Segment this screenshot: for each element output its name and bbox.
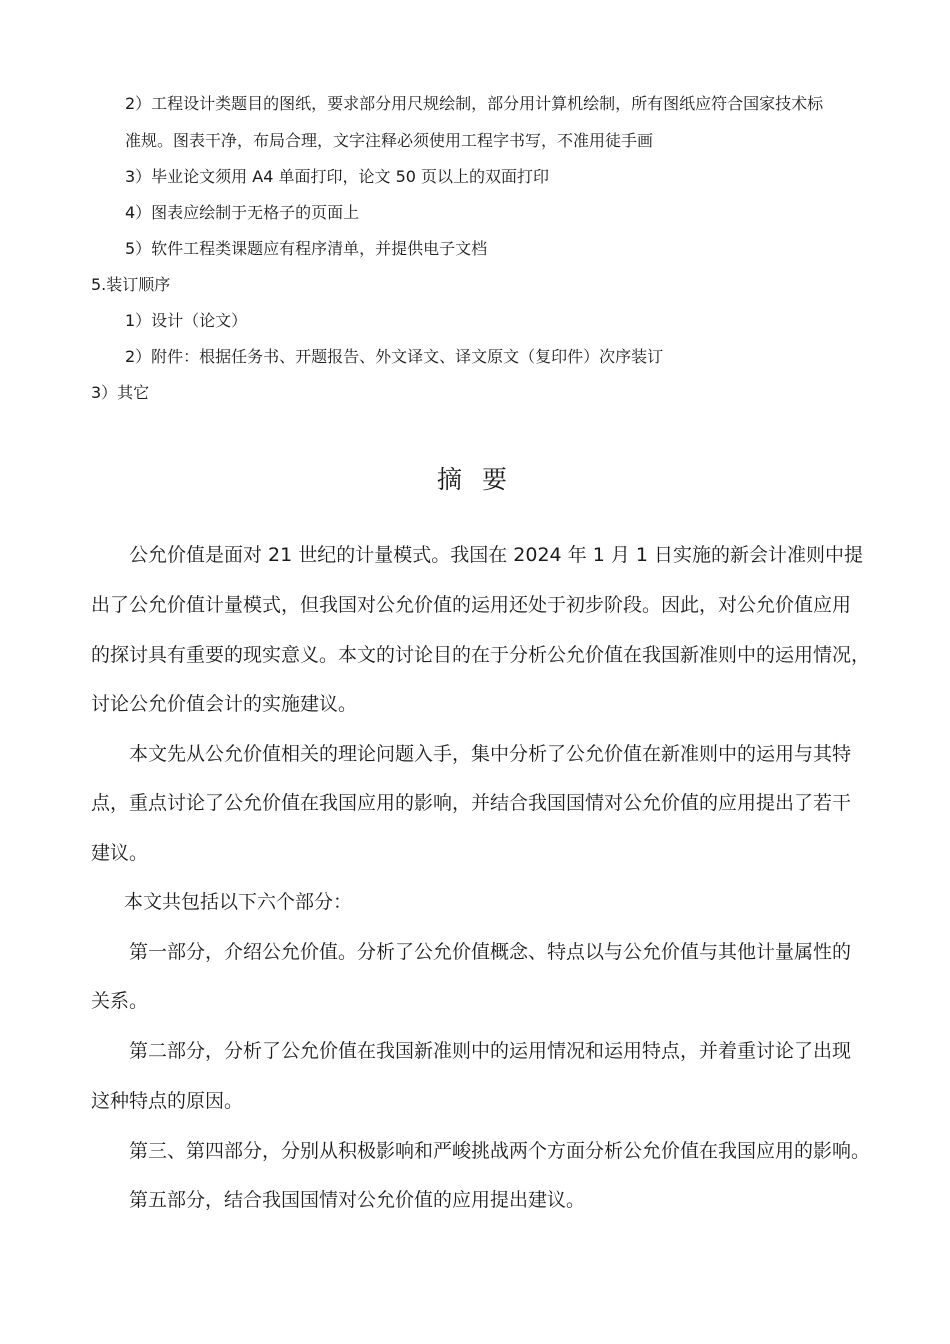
requirement-item-3: 3）毕业论文须用 A4 单面打印，论文 50 页以上的双面打印: [125, 167, 550, 186]
abstract-title: 摘 要: [437, 465, 513, 494]
abstract-paragraph-4-line-2: 关系。: [91, 990, 149, 1012]
abstract-paragraph-2-line-2: 点，重点讨论了公允价值在我国应用的影响，并结合我国国情对公允价值的应用提出了若干: [91, 792, 852, 814]
abstract-paragraph-5-line-2: 这种特点的原因。: [91, 1090, 244, 1112]
abstract-paragraph-6: 第三、第四部分，分别从积极影响和严峻挑战两个方面分析公允价值在我国应用的影响。: [129, 1140, 871, 1162]
abstract-paragraph-1-line-4: 讨论公允价值会计的实施建议。: [91, 693, 358, 715]
abstract-paragraph-1-line-1: 公允价值是面对 21 世纪的计量模式。我国在 2024 年 1 月 1 日实施的新会计准则中提: [129, 544, 864, 566]
abstract-paragraph-2-line-1: 本文先从公允价值相关的理论问题入手，集中分析了公允价值在新准则中的运用与其特: [129, 743, 852, 765]
abstract-paragraph-4-line-1: 第一部分，介绍公允价值。分析了公允价值概念、特点以与公允价值与其他计量属性的: [129, 941, 852, 963]
abstract-paragraph-7: 第五部分，结合我国国情对公允价值的应用提出建议。: [129, 1189, 586, 1211]
requirement-item-5: 5）软件工程类课题应有程序清单，并提供电子文档: [125, 239, 488, 258]
binding-order-item-2: 2）附件：根据任务书、开题报告、外文译文、译文原文（复印件）次序装订: [125, 347, 664, 366]
requirement-item-2-line-1: 2）工程设计类题目的图纸，要求部分用尺规绘制，部分用计算机绘制，所有图纸应符合国家技术标: [125, 94, 824, 113]
binding-order-item-1: 1）设计（论文）: [125, 311, 248, 330]
binding-order-item-3: 3）其它: [91, 383, 150, 402]
requirement-item-4: 4）图表应绘制于无格子的页面上: [125, 203, 360, 222]
binding-order-heading: 5.装订顺序: [91, 275, 171, 294]
abstract-paragraph-5-line-1: 第二部分，分析了公允价值在我国新准则中的运用情况和运用特点，并着重讨论了出现: [129, 1040, 852, 1062]
requirement-item-2-line-2: 准规。图表干净，布局合理，文字注释必须使用工程字书写，不准用徒手画: [125, 131, 654, 150]
abstract-paragraph-1-line-2: 出了公允价值计量模式，但我国对公允价值的运用还处于初步阶段。因此，对公允价值应用: [91, 594, 852, 616]
abstract-paragraph-3: 本文共包括以下六个部分：: [124, 891, 353, 913]
abstract-paragraph-2-line-3: 建议。: [91, 842, 149, 864]
abstract-paragraph-1-line-3: 的探讨具有重要的现实意义。本文的讨论目的在于分析公允价值在我国新准则中的运用情况，: [91, 644, 871, 666]
